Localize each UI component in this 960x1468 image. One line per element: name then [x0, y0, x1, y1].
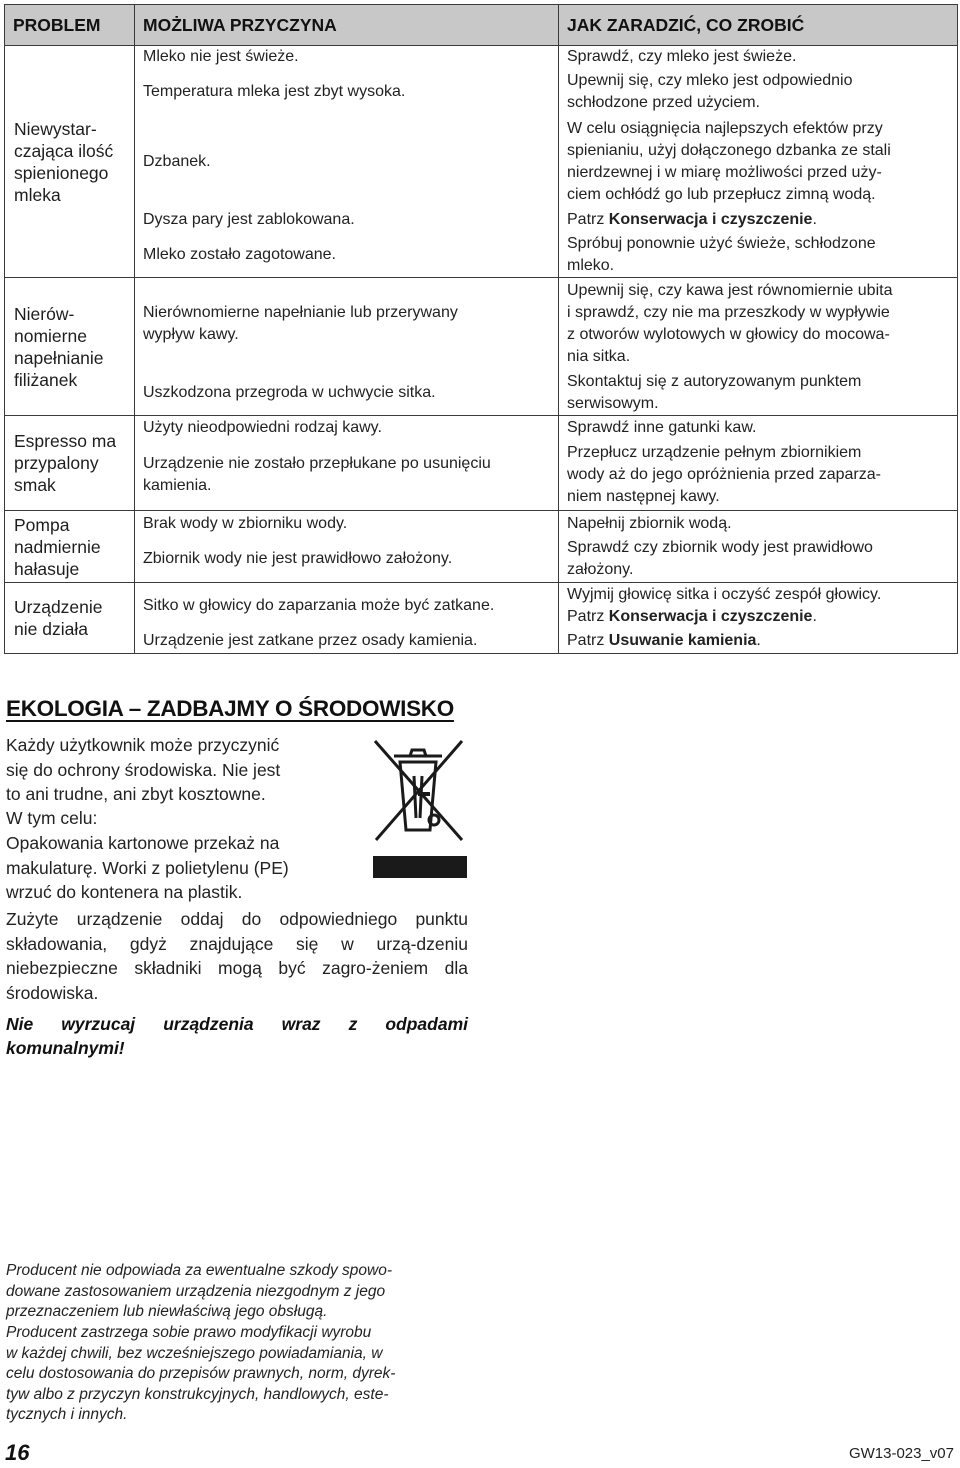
remedy-fragment: Sprawdź, czy mleko jest świeże. — [567, 48, 797, 65]
remedy-fragment: Wyjmij głowicę sitka i oczyść zespół głowicy. Patrz — [567, 586, 882, 625]
problem-cell — [5, 46, 135, 278]
remedy-cell — [559, 278, 958, 416]
table-row — [5, 416, 958, 511]
ecology-paragraph: Każdy użytkownik może przyczynić się do ochrony środowiska. Nie jest to ani trudne, ani zbyt kosztowne. — [6, 735, 281, 804]
remedy-text — [559, 629, 957, 653]
page-number: 16 — [5, 1440, 30, 1465]
cause-cell — [135, 46, 559, 278]
cause-cell — [135, 583, 559, 654]
remedy-fragment: Sprawdź czy zbiornik wody jest prawidłowo założony. — [567, 539, 873, 578]
remedy-cell — [559, 46, 958, 278]
cause-text: Użyty nieodpowiedni rodzaj kawy. — [143, 419, 382, 436]
remedy-text — [559, 68, 957, 115]
remedy-fragment: Napełnij zbiornik wodą. — [567, 514, 732, 532]
cause-text: Uszkodzona przegroda w uchwycie sitka. — [143, 383, 436, 401]
remedy-fragment: Spróbuj ponownie użyć świeże, schłodzone mleko. — [567, 234, 876, 274]
problem-text: przypalony — [14, 453, 99, 473]
cause-cell — [135, 416, 559, 511]
problem-cell — [5, 278, 135, 416]
remedy-cell — [559, 416, 958, 511]
document-code: GW13-023_v07 — [848, 1445, 954, 1462]
problem-text: nomierne — [14, 325, 87, 346]
remedy-text — [559, 583, 957, 629]
header-cause: MOŻLIWA PRZYCZYNA — [135, 5, 559, 46]
remedy-fragment: . — [756, 632, 761, 649]
cause-cell — [135, 511, 559, 583]
problem-text: Espresso ma — [14, 431, 117, 451]
cause-text: Zbiornik wody nie jest prawidłowo założony. — [143, 550, 453, 567]
table-row — [5, 511, 958, 583]
remedy-fragment: Skontaktuj się z autoryzowanym punktem serwisowym. — [567, 372, 862, 412]
crossed-out-wheelie-bin-icon — [372, 738, 468, 880]
problem-text: Urządzenie — [14, 597, 103, 617]
remedy-fragment: Przepłucz urządzenie pełnym zbiornikiem wody aż do jego opróżnienia przed zaparza- niem następnej kawy. — [567, 444, 881, 505]
remedy-text — [559, 511, 957, 536]
remedy-fragment: Patrz — [567, 211, 609, 228]
troubleshooting-table — [4, 4, 958, 654]
problem-text: Niewystar- — [14, 118, 97, 139]
cause-text: Mleko nie jest świeże. — [143, 48, 299, 65]
problem-text: filiżanek — [14, 369, 78, 390]
remedy-text — [559, 416, 957, 440]
table-row — [5, 46, 958, 278]
cause-text: Urządzenie jest zatkane przez osady kamienia. — [143, 632, 478, 649]
ecology-paragraph: W tym celu: — [6, 808, 98, 828]
problem-text: hałasuje — [14, 558, 80, 579]
remedy-fragment: Upewnij się, czy kawa jest równomiernie ubita i sprawdź, czy nie ma przeszkody w wypływie z otworów wylotowych w głowicy do mocowa- nia sitka. — [567, 282, 893, 365]
table-header-row — [5, 5, 958, 46]
remedy-text — [559, 278, 957, 370]
remedy-fragment: Sprawdź inne gatunki kaw. — [567, 419, 757, 436]
remedy-cell — [559, 511, 958, 583]
section-reference: Usuwanie kamienia — [608, 632, 757, 649]
ecology-paragraph: Opakowania kartonowe przekaż na makulaturę. Worki z polietylenu (PE) wrzuć do kontenera na plastik. — [6, 833, 289, 902]
cause-text: Nierównomierne napełnianie lub przerywany wypływ kawy. — [143, 304, 458, 343]
cause-text: Brak wody w zbiorniku wody. — [143, 514, 348, 532]
section-reference: Konserwacja i czyszczenie — [608, 211, 813, 228]
remedy-cell — [559, 583, 958, 654]
problem-text: mleka — [14, 184, 61, 205]
remedy-text — [559, 115, 957, 208]
remedy-text — [559, 232, 957, 277]
ecology-warning: Nie wyrzucaj urządzenia wraz z odpadami komunalnymi! — [6, 1014, 468, 1058]
cause-text: Dzbanek. — [143, 152, 211, 170]
remedy-fragment: . — [812, 608, 817, 625]
cause-text: Mleko zostało zagotowane. — [143, 245, 336, 263]
problem-text: nadmiernie — [14, 536, 101, 557]
problem-text: napełnianie — [14, 347, 104, 368]
table-row — [5, 278, 958, 416]
table-row — [5, 583, 958, 654]
problem-text: nie działa — [14, 619, 88, 639]
remedy-text — [559, 536, 957, 582]
remedy-fragment: W celu osiągnięcia najlepszych efektów przy spienianiu, użyj dołączonego dzbanka ze stali nierdzewnej i w miarę możliwości przed uży- ciem ochłódź go lub przepłucz zimną wodą. — [567, 119, 891, 203]
cause-text: Dysza pary jest zablokowana. — [143, 211, 355, 228]
remedy-fragment: Upewnij się, czy mleko jest odpowiednio schłodzone przed użyciem. — [567, 71, 853, 111]
problem-cell — [5, 583, 135, 654]
ecology-title: EKOLOGIA – ZADBAJMY O ŚRODOWISKO — [6, 696, 454, 721]
problem-cell — [5, 416, 135, 511]
remedy-fragment: Patrz — [567, 632, 609, 649]
problem-text: czająca ilość — [14, 140, 114, 161]
problem-text: spienionego — [14, 162, 109, 183]
remedy-text — [559, 370, 957, 415]
header-problem: PROBLEM — [5, 5, 135, 46]
ecology-paragraph: Zużyte urządzenie oddaj do odpowiedniego punktu składowania, gdyż znajdujące się w urzą-dzeniu niebezpieczne składniki mogą być zagro-żeniem dla środowiska. — [6, 909, 468, 1003]
cause-text: Urządzenie nie zostało przepłukane po usunięciu kamienia. — [143, 455, 491, 494]
cause-cell — [135, 278, 559, 416]
problem-cell — [5, 511, 135, 583]
disclaimer-paragraph: Producent zastrzega sobie prawo modyfikacji wyrobu w każdej chwili, bez wcześniejszego powiadamiania, w celu dostosowania do przepisów prawnych, norm, dyrek- tyw albo z przyczyn konstrukcyjnych, handlowych, este- tycznych i innych. — [6, 1324, 396, 1423]
header-remedy: JAK ZARADZIĆ, CO ZROBIĆ — [559, 5, 958, 46]
cause-text: Sitko w głowicy do zaparzania może być zatkane. — [143, 597, 495, 614]
remedy-text — [559, 208, 957, 232]
problem-text: smak — [14, 475, 56, 495]
remedy-text — [559, 440, 957, 510]
problem-text: Nierów- — [14, 303, 75, 324]
cause-text: Temperatura mleka jest zbyt wysoka. — [143, 82, 406, 100]
problem-text: Pompa — [14, 514, 70, 535]
section-reference: Konserwacja i czyszczenie — [608, 608, 813, 625]
disclaimer-paragraph: Producent nie odpowiada za ewentualne szkody spowo- dowane zastosowaniem urządzenia niezgodnym z jego przeznaczeniem lub niewłaściwą jego obsługą. — [6, 1262, 393, 1320]
remedy-fragment: . — [812, 211, 817, 228]
remedy-text — [559, 46, 957, 68]
